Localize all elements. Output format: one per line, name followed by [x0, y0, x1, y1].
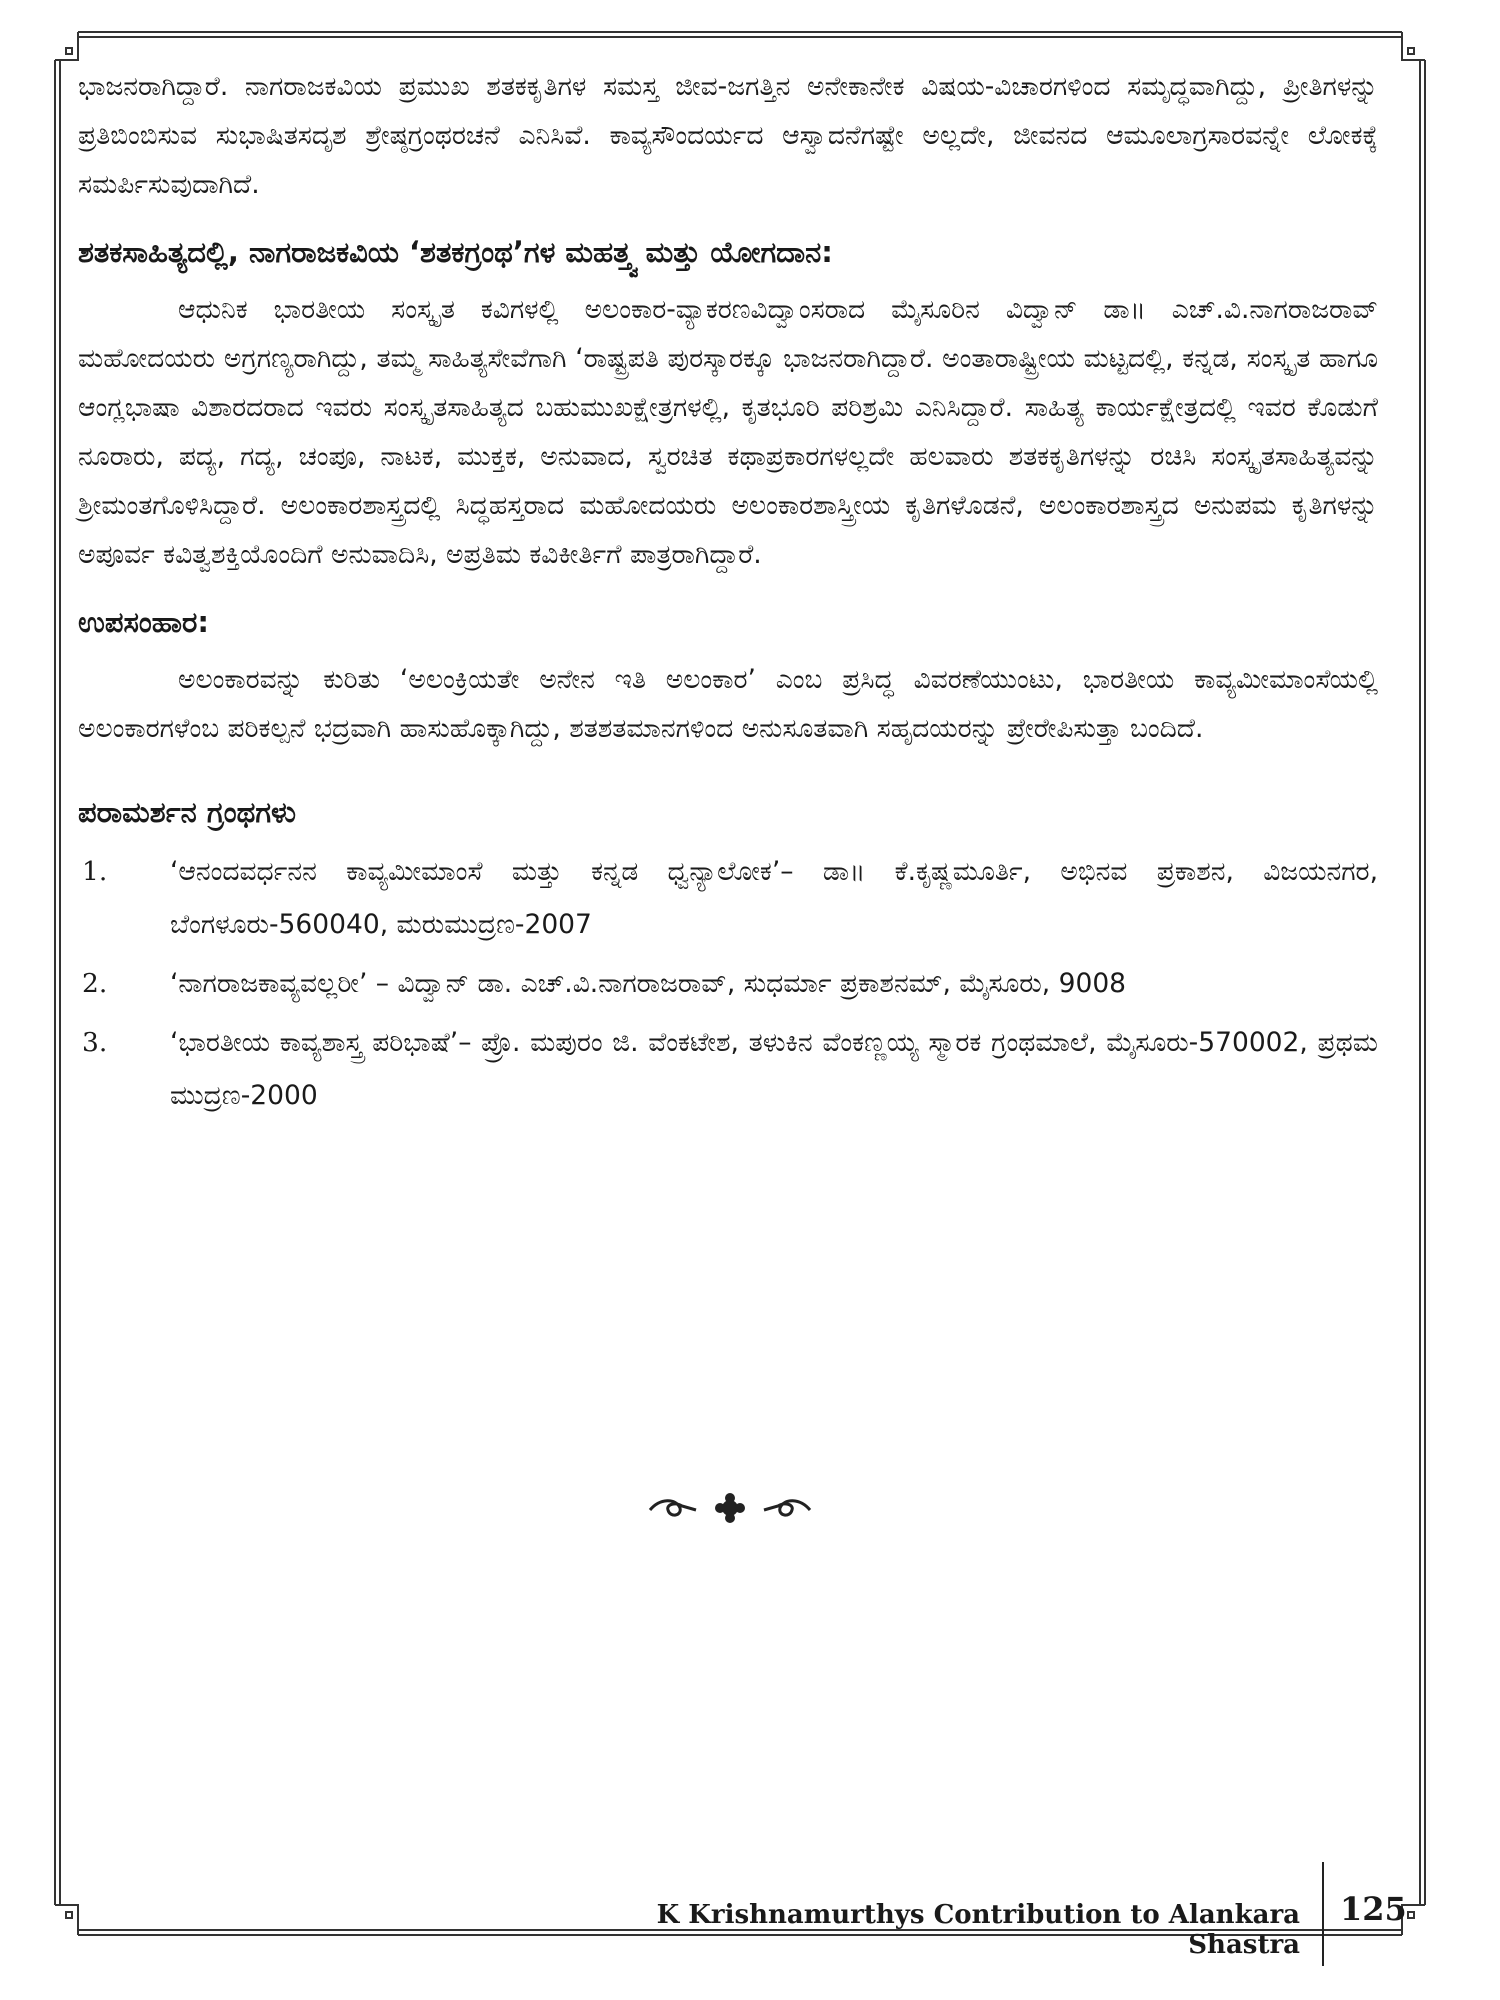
reference-number: 1.	[82, 856, 108, 887]
reference-text: ‘ಆನಂದವರ್ಧನನ ಕಾವ್ಯಮೀಮಾಂಸೆ ಮತ್ತು ಕನ್ನಡ ಧ್ವನ್ಯಾಲೋಕ’– ಡಾ॥ ಕೆ.ಕೃಷ್ಣಮೂರ್ತಿ, ಅಭಿನವ ಪ್ರಕಾಶನ, ವಿಜಯನಗರ, ಬೆಂಗಳೂರು-560040, ಮರುಮುದ್ರಣ-2007	[170, 856, 1378, 940]
reference-number: 2.	[82, 968, 108, 999]
references-list	[78, 845, 1378, 1122]
paragraph-continued: ಭಾಜನರಾಗಿದ್ದಾರೆ. ನಾಗರಾಜಕವಿಯ ಪ್ರಮುಖ ಶತಕಕೃತಿಗಳ ಸಮಸ್ತ ಜೀವ-ಜಗತ್ತಿನ ಅನೇಕಾನೇಕ ವಿಷಯ-ವಿಚಾರಗಳಿಂದ ಸಮೃದ್ಧವಾಗಿದ್ದು, ಪ್ರೀತಿಗಳನ್ನು ಪ್ರತಿಬಿಂಬಿಸುವ ಸುಭಾಷಿತಸದೃಶ ಶ್ರೇಷ್ಠಗ್ರಂಥರಚನೆ ಎನಿಸಿವೆ. ಕಾವ್ಯಸೌಂದರ್ಯದ ಆಸ್ವಾದನೆಗಷ್ಟೇ ಅಲ್ಲದೇ, ಜೀವನದ ಆಮೂಲಾಗ್ರಸಾರವನ್ನೇ ಲೋಕಕ್ಕೆ ಸಮರ್ಪಿಸುವುದಾಗಿದೆ.	[78, 71, 1378, 200]
reference-item	[78, 1016, 1378, 1122]
footer-divider	[1322, 1862, 1324, 1966]
heading-conclusion: ಉಪಸಂಹಾರ:	[78, 605, 209, 639]
page-number: 125	[1340, 1890, 1407, 1928]
reference-number: 3.	[82, 1027, 108, 1058]
reference-item	[78, 845, 1378, 951]
reference-text: ‘ಭಾರತೀಯ ಕಾವ್ಯಶಾಸ್ತ್ರ ಪರಿಭಾಷೆ’– ಪ್ರೊ. ಮಪುರಂ ಜಿ. ವೆಂಕಟೇಶ, ತಳುಕಿನ ವೆಂಕಣ್ಣಯ್ಯ ಸ್ಮಾರಕ ಗ್ರಂಥಮಾಲೆ, ಮೈಸೂರು-570002, ಪ್ರಥಮ ಮುದ್ರಣ-2000	[170, 1027, 1378, 1111]
reference-text: ‘ನಾಗರಾಜಕಾವ್ಯವಲ್ಲರೀ’ – ವಿದ್ವಾನ್ ಡಾ. ಎಚ್.ವಿ.ನಾಗರಾಜರಾವ್, ಸುಧರ್ಮಾ ಪ್ರಕಾಶನಮ್, ಮೈಸೂರು, 9008	[170, 968, 1127, 999]
heading-contribution: ಶತಕಸಾಹಿತ್ಯದಲ್ಲಿ, ನಾಗರಾಜಕವಿಯ ‘ಶತಕಗ್ರಂಥ’ಗಳ ಮಹತ್ತ್ವ ಮತ್ತು ಯೋಗದಾನ:	[78, 235, 833, 269]
section-end-ornament-icon	[640, 1488, 820, 1528]
reference-item	[78, 957, 1378, 1010]
paragraph-conclusion: ಅಲಂಕಾರವನ್ನು ಕುರಿತು ‘ಅಲಂಕ್ರಿಯತೇ ಅನೇನ ಇತಿ ಅಲಂಕಾರ’ ಎಂಬ ಪ್ರಸಿದ್ಧ ವಿವರಣೆಯುಂಟು, ಭಾರತೀಯ ಕಾವ್ಯಮೀಮಾಂಸೆಯಲ್ಲಿ ಅಲಂಕಾರಗಳೆಂಬ ಪರಿಕಲ್ಪನೆ ಭದ್ರವಾಗಿ ಹಾಸುಹೊಕ್ಕಾಗಿದ್ದು, ಶತಶತಮಾನಗಳಿಂದ ಅನುಸೂತವಾಗಿ ಸಹೃದಯರನ್ನು ಪ್ರೇರೇಪಿಸುತ್ತಾ ಬಂದಿದೆ.	[78, 664, 1378, 744]
footer-running-title: K Krishnamurthys Contribution to Alankara Shastra	[656, 1900, 1300, 1960]
paragraph-contribution: ಆಧುನಿಕ ಭಾರತೀಯ ಸಂಸ್ಕೃತ ಕವಿಗಳಲ್ಲಿ ಅಲಂಕಾರ-ವ್ಯಾಕರಣವಿದ್ವಾಂಸರಾದ ಮೈಸೂರಿನ ವಿದ್ವಾನ್ ಡಾ॥ ಎಚ್.ವಿ.ನಾಗರಾಜರಾವ್ ಮಹೋದಯರು ಅಗ್ರಗಣ್ಯರಾಗಿದ್ದು, ತಮ್ಮ ಸಾಹಿತ್ಯಸೇವೆಗಾಗಿ ‘ರಾಷ್ಟ್ರಪತಿ ಪುರಸ್ಕಾರಕ್ಕೂ ಭಾಜನರಾಗಿದ್ದಾರೆ. ಅಂತಾರಾಷ್ಟ್ರೀಯ ಮಟ್ಟದಲ್ಲಿ, ಕನ್ನಡ, ಸಂಸ್ಕೃತ ಹಾಗೂ ಆಂಗ್ಲಭಾಷಾ ವಿಶಾರದರಾದ ಇವರು ಸಂಸ್ಕೃತಸಾಹಿತ್ಯದ ಬಹುಮುಖಕ್ಷೇತ್ರಗಳಲ್ಲಿ, ಕೃತಭೂರಿ ಪರಿಶ್ರಮಿ ಎನಿಸಿದ್ದಾರೆ. ಸಾಹಿತ್ಯ ಕಾರ್ಯಕ್ಷೇತ್ರದಲ್ಲಿ ಇವರ ಕೊಡುಗೆ ನೂರಾರು, ಪದ್ಯ, ಗದ್ಯ, ಚಂಪೂ, ನಾಟಕ, ಮುಕ್ತಕ, ಅನುವಾದ, ಸ್ವರಚಿತ ಕಥಾಪ್ರಕಾರಗಳಲ್ಲದೇ ಹಲವಾರು ಶತಕಕೃತಿಗಳನ್ನು ರಚಿಸಿ ಸಂಸ್ಕೃತಸಾಹಿತ್ಯವನ್ನು ಶ್ರೀಮಂತಗೊಳಿಸಿದ್ದಾರೆ. ಅಲಂಕಾರಶಾಸ್ತ್ರದಲ್ಲಿ ಸಿದ್ಧಹಸ್ತರಾದ ಮಹೋದಯರು ಅಲಂಕಾರಶಾಸ್ತ್ರೀಯ ಕೃತಿಗಳೊಡನೆ, ಅಲಂಕಾರಶಾಸ್ತ್ರದ ಅನುಪಮ ಕೃತಿಗಳನ್ನು ಅಪೂರ್ವ ಕವಿತ್ವಶಕ್ತಿಯೊಂದಿಗೆ ಅನುವಾದಿಸಿ, ಅಪ್ರತಿಮ ಕವಿಕೀರ್ತಿಗೆ ಪಾತ್ರರಾಗಿದ್ದಾರೆ.	[78, 294, 1378, 570]
page-content	[78, 62, 1378, 1128]
heading-references: ಪರಾಮರ್ಶನ ಗ್ರಂಥಗಳು	[78, 795, 297, 829]
